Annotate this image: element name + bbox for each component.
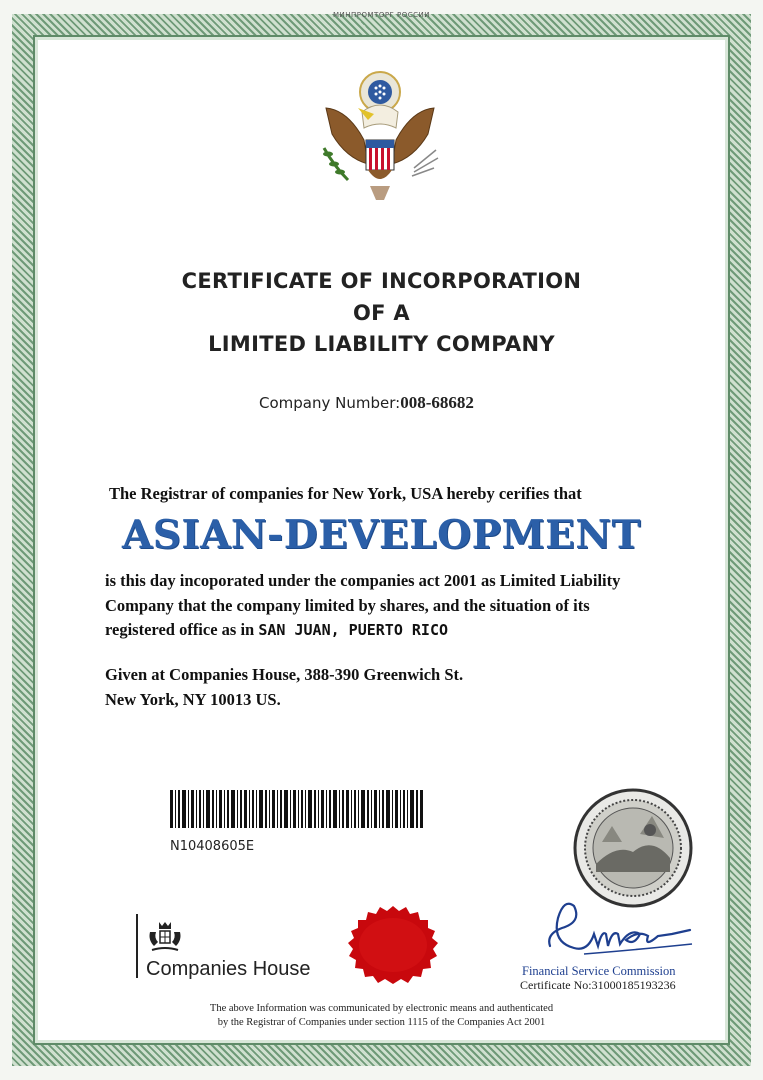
royal-crest-icon — [146, 920, 184, 954]
certificate-title-line1: CERTIFICATE OF INCORPORATION — [181, 269, 582, 293]
state-seal — [572, 786, 694, 910]
commission-certificate-number: Certificate No:31000185193236 — [520, 978, 676, 992]
registrar-statement: The Registrar of companies for New York, USA hereby cerifies that — [109, 484, 582, 503]
given-at-line1: Given at Companies House, 388-390 Greenwich St. — [105, 665, 464, 684]
companies-house-divider — [136, 914, 138, 978]
company-number — [259, 393, 474, 413]
red-wax-seal — [344, 906, 442, 984]
commission-name: Financial Service Commission — [522, 964, 676, 978]
company-name: ASIAN-DEVELOPMENT — [121, 512, 642, 558]
barcode — [170, 790, 424, 828]
barcode-number: N10408605E — [170, 839, 255, 854]
incorporation-line3 — [105, 620, 448, 640]
footnote-line2: by the Registrar of Companies under section 1115 of the Companies Act 2001 — [217, 1017, 546, 1028]
authentication-footnote — [0, 1002, 763, 1030]
companies-house-label: Companies House — [146, 958, 311, 980]
company-number-value: 008-68682 — [400, 393, 474, 412]
incorporation-prefix: registered office as in — [105, 620, 255, 639]
company-number-label: Company Number: — [259, 394, 401, 412]
top-tag: МИНПРОМТОРГ РОССИИ — [332, 11, 431, 19]
given-at-line2: New York, NY 10013 US. — [105, 690, 281, 709]
certificate-title-line3: LIMITED LIABILITY COMPANY — [208, 332, 555, 356]
signature — [544, 894, 696, 960]
footnote-line1: The above Information was communicated by electronic means and authenticated — [209, 1003, 554, 1014]
registered-location: SAN JUAN, PUERTO RICO — [258, 621, 449, 639]
eagle-emblem — [318, 68, 442, 204]
certificate-title-line2: OF A — [353, 301, 410, 325]
incorporation-line1: is this day incoporated under the companies act 2001 as Limited Liability — [105, 571, 621, 590]
incorporation-line2: Company that the company limited by shares, and the situation of its — [105, 596, 590, 615]
